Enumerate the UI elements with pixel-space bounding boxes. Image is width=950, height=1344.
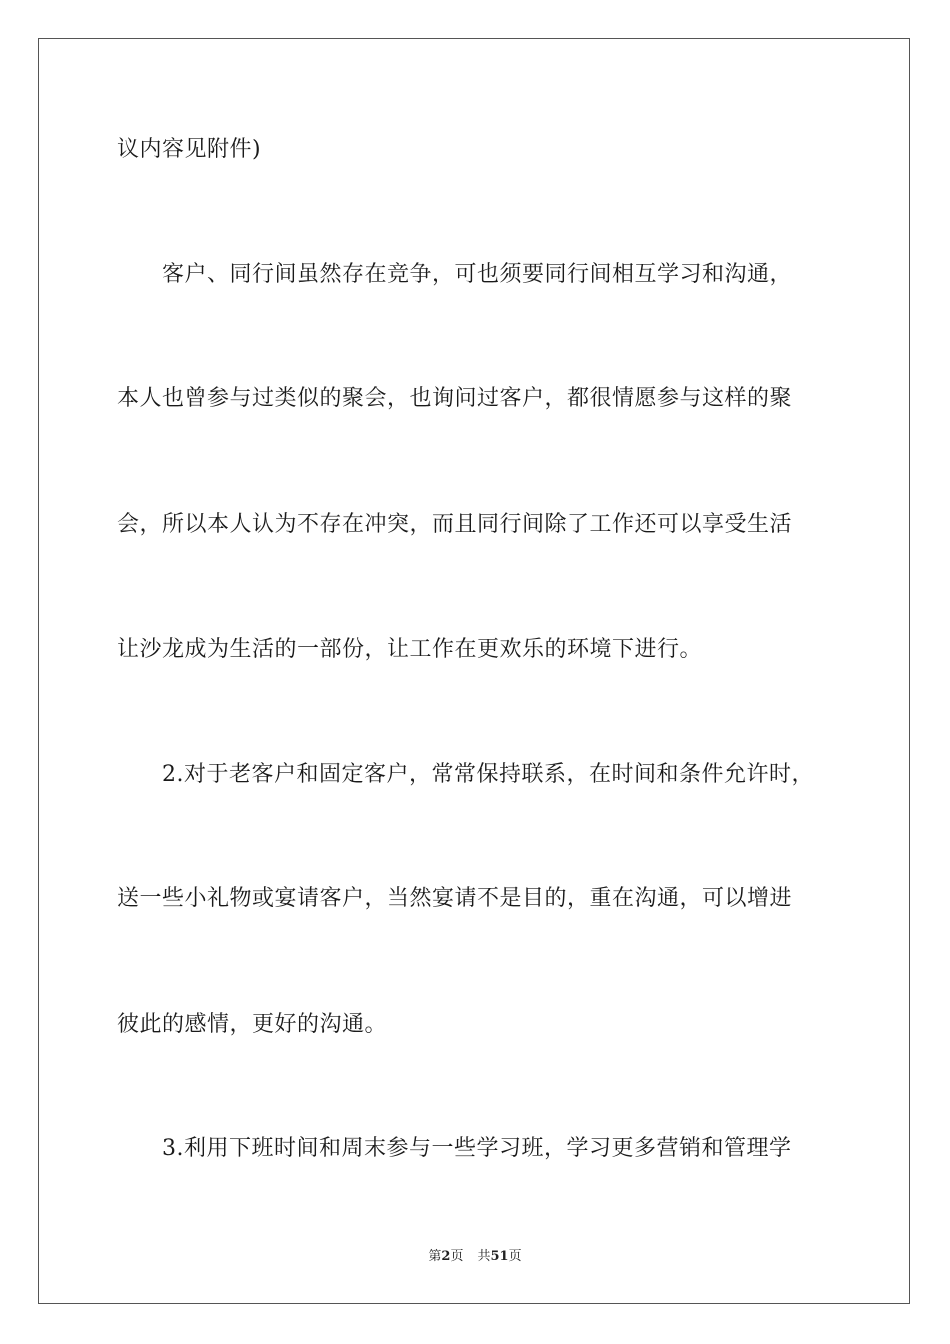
text-line-2: 客户、同行间虽然存在竞争，可也须要同行间相互学习和沟通， xyxy=(162,262,793,287)
text-line-7: 送一些小礼物或宴请客户，当然宴请不是目的，重在沟通，可以增进 xyxy=(117,886,793,911)
text-line-6: 2.对于老客户和固定客户，常常保持联系，在时间和条件允许时， xyxy=(162,762,814,787)
total-pages: 51 xyxy=(490,1249,509,1264)
page-prefix: 第 xyxy=(428,1249,442,1264)
page-number: 2 xyxy=(441,1249,451,1264)
text-line-3: 本人也曾参与过类似的聚会，也询问过客户，都很情愿参与这样的聚 xyxy=(117,386,793,411)
text-line-8: 彼此的感情，更好的沟通。 xyxy=(117,1012,388,1037)
text-line-5: 让沙龙成为生活的一部份，让工作在更欢乐的环境下进行。 xyxy=(117,637,703,662)
text-line-4: 会，所以本人认为不存在冲突，而且同行间除了工作还可以享受生活 xyxy=(117,512,793,537)
page-border xyxy=(38,38,910,1304)
page-suffix: 页 xyxy=(450,1249,464,1264)
text-line-9: 3.利用下班时间和周末参与一些学习班，学习更多营销和管理学 xyxy=(162,1136,792,1161)
total-prefix: 共 xyxy=(477,1249,491,1264)
text-line-1: 议内容见附件) xyxy=(117,137,262,162)
total-suffix: 页 xyxy=(508,1249,522,1264)
page-footer xyxy=(0,1248,950,1266)
